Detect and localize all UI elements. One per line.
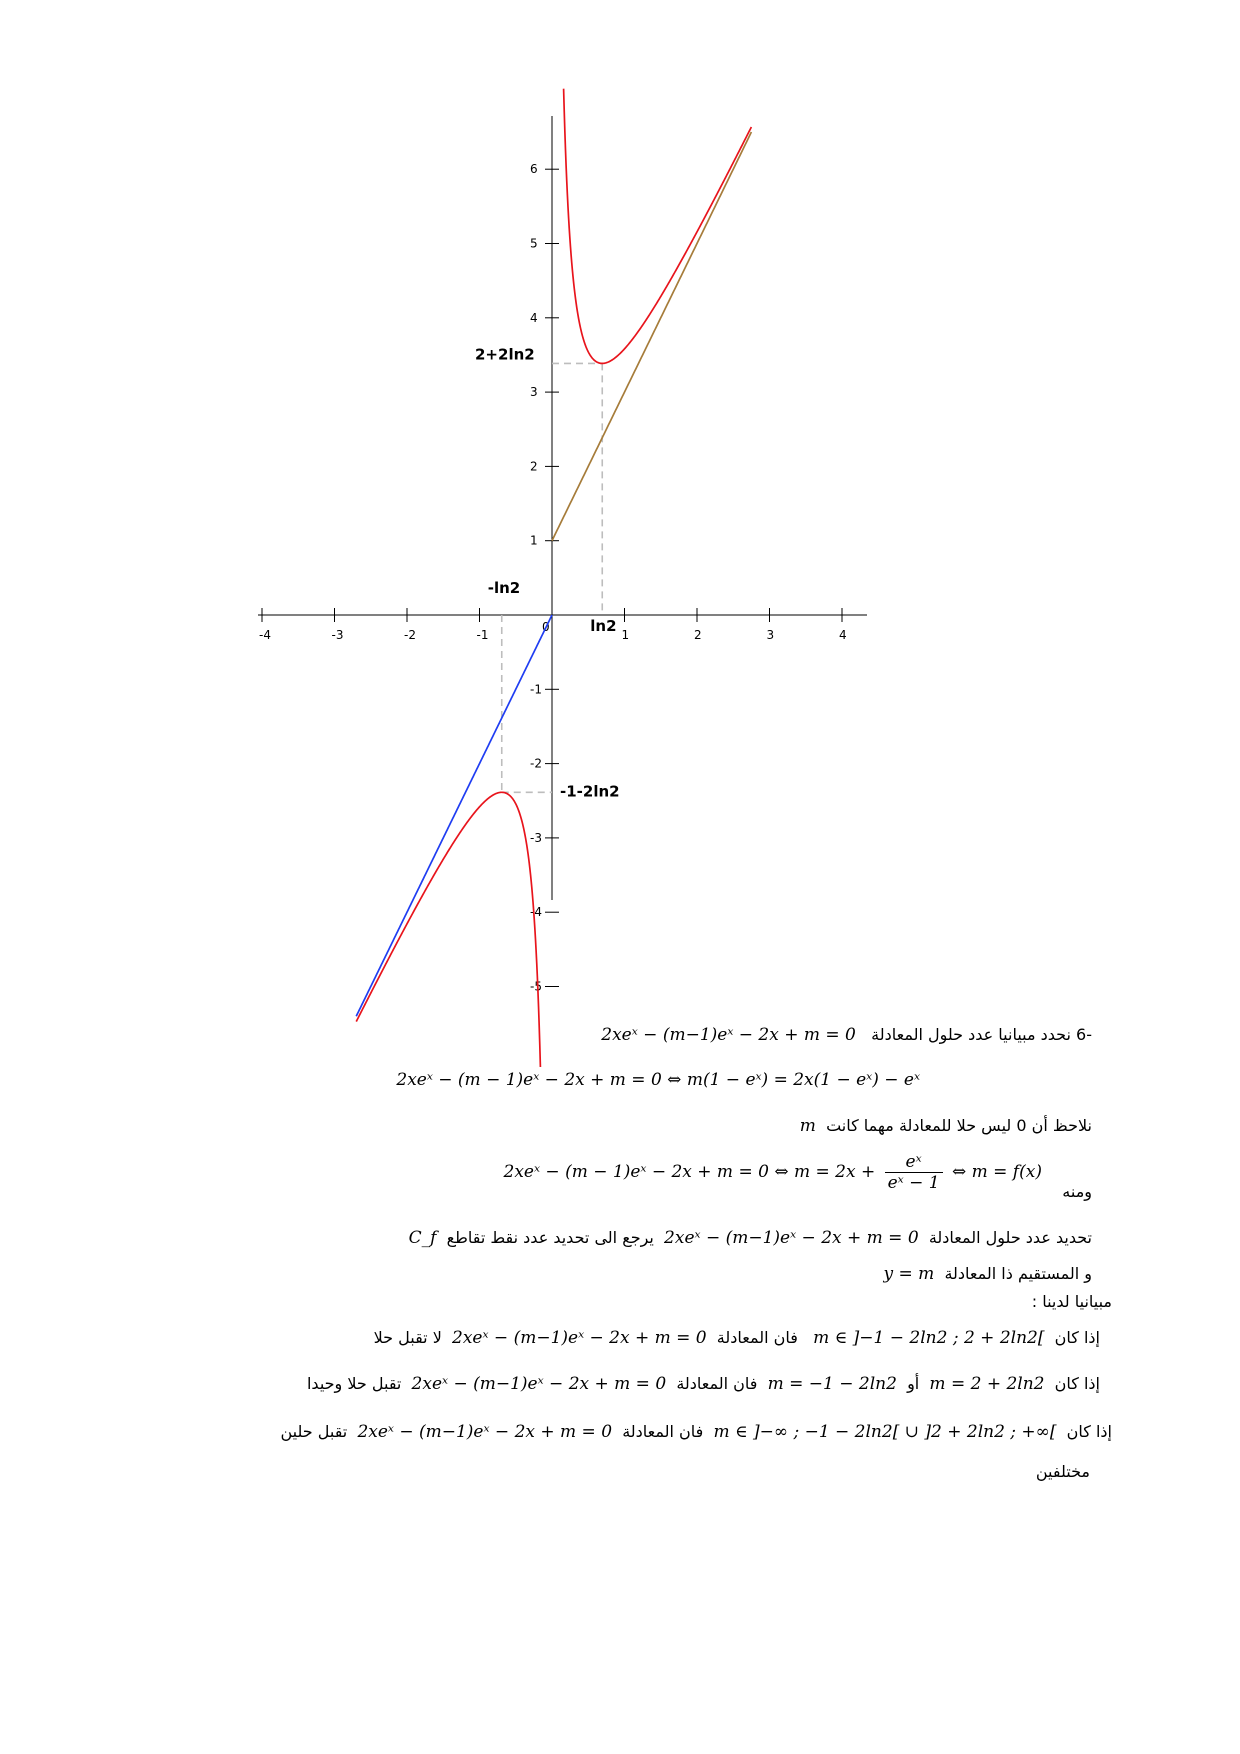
case3-then: فان المعادلة <box>622 1422 704 1441</box>
determine-part1: تحديد عدد حلول المعادلة <box>928 1228 1092 1247</box>
y-tick-label: 4 <box>530 310 538 325</box>
hence-equation <box>504 1152 1042 1193</box>
determine-equation: 2xeˣ − (m−1)eˣ − 2x + m = 0 <box>664 1228 919 1248</box>
axis-ticks <box>259 162 847 993</box>
case2-result: تقبل حلا وحيدا <box>306 1374 402 1393</box>
x-tick-label: 0 <box>542 620 550 634</box>
case2-then: فان المعادلة <box>676 1374 758 1393</box>
annotation-label: ln2 <box>590 617 617 635</box>
case3-line <box>280 1422 1112 1442</box>
annotation-label: -1-2ln2 <box>560 782 620 801</box>
case2-value-b: m = −1 − 2ln2 <box>767 1374 897 1394</box>
fraction-denominator: eˣ − 1 <box>885 1172 943 1193</box>
line-label-line <box>884 1264 1093 1284</box>
hence-eq-right: ⇔ m = f(x) <box>951 1162 1042 1182</box>
x-tick-label: -4 <box>259 628 271 642</box>
hence-word: ومنه <box>1062 1182 1092 1201</box>
x-tick-label: -3 <box>331 628 344 642</box>
function-graph <box>240 110 847 994</box>
case3-continuation: مختلفين <box>1035 1462 1090 1481</box>
transform-equation: 2xeˣ − (m − 1)eˣ − 2x + m = 0 ⇔ m(1 − eˣ) = 2x(1 − eˣ) − eˣ <box>396 1070 920 1090</box>
item6-heading: -6 نحدد مبيانيا عدد حلول المعادلة <box>871 1025 1092 1044</box>
x-tick-label: 1 <box>621 628 630 642</box>
determine-part2: يرجع الى تحديد عدد نقط تقاطع <box>446 1228 654 1247</box>
curve-cf: C_f <box>408 1228 437 1248</box>
line-equation: y = m <box>883 1264 935 1284</box>
line-label: و المستقيم ذا المعادلة <box>944 1264 1092 1283</box>
y-tick-label: 3 <box>530 385 538 400</box>
case2-value-a: m = 2 + 2ln2 <box>929 1374 1045 1394</box>
series-0-curve <box>564 89 752 364</box>
case2-equation: 2xeˣ − (m−1)eˣ − 2x + m = 0 <box>411 1374 667 1394</box>
series-3-curve <box>356 615 552 1016</box>
case2-line <box>307 1374 1100 1394</box>
y-tick-label: 5 <box>530 236 538 251</box>
annotation-label: 2+2ln2 <box>475 345 535 364</box>
case1-result: لا تقبل حلا <box>373 1328 442 1347</box>
case2-or: أو <box>907 1374 920 1393</box>
y-tick-label: -4 <box>530 905 542 920</box>
determine-line <box>409 1228 1092 1248</box>
fraction <box>885 1152 943 1193</box>
case1-if: إذا كان <box>1054 1328 1100 1347</box>
x-tick-label: -2 <box>404 628 416 642</box>
series-1-curve <box>356 792 540 1067</box>
graphically-line: مبيانيا لدينا : <box>1031 1292 1112 1311</box>
case3-result: تقبل حلين <box>280 1422 348 1441</box>
case1-interval: m ∈ ]−1 − 2ln2 ; 2 + 2ln2[ <box>813 1328 1045 1348</box>
y-tick-label: -1 <box>530 682 542 697</box>
case1-equation: 2xeˣ − (m−1)eˣ − 2x + m = 0 <box>452 1328 707 1348</box>
y-tick-label: 2 <box>530 459 538 474</box>
y-tick-label: 1 <box>530 533 538 548</box>
fraction-numerator: eˣ <box>905 1152 922 1172</box>
hence-line <box>504 1152 1092 1214</box>
var-m: m <box>799 1116 816 1136</box>
hence-eq-left: 2xeˣ − (m − 1)eˣ − 2x + m = 0 ⇔ m = 2x + <box>503 1162 876 1182</box>
y-tick-label: 6 <box>530 162 538 177</box>
x-tick-label: -1 <box>476 628 489 642</box>
x-tick-label: 4 <box>839 628 847 642</box>
annotation-label: -ln2 <box>487 579 521 597</box>
note-zero-line <box>800 1116 1092 1136</box>
main-equation: 2xeˣ − (m−1)eˣ − 2x + m = 0 <box>601 1025 856 1045</box>
y-tick-label: -3 <box>530 830 542 845</box>
case3-if: إذا كان <box>1066 1422 1112 1441</box>
y-tick-label: -5 <box>530 979 542 994</box>
y-tick-label: -2 <box>530 756 542 771</box>
case1-then: فان المعادلة <box>716 1328 798 1347</box>
case3-interval: m ∈ ]−∞ ; −1 − 2ln2[ ∪ ]2 + 2ln2 ; +∞[ <box>713 1422 1057 1442</box>
case1-line <box>374 1328 1100 1348</box>
x-tick-label: 3 <box>766 628 775 642</box>
case2-if: إذا كان <box>1054 1374 1100 1393</box>
item6-line <box>601 1025 1092 1045</box>
annotations <box>475 345 620 800</box>
x-tick-label: 2 <box>694 628 702 642</box>
case3-equation: 2xeˣ − (m−1)eˣ − 2x + m = 0 <box>357 1422 613 1442</box>
note-zero: نلاحظ أن 0 ليس حلا للمعادلة مهما كانت <box>826 1116 1092 1135</box>
curves <box>356 89 751 1067</box>
